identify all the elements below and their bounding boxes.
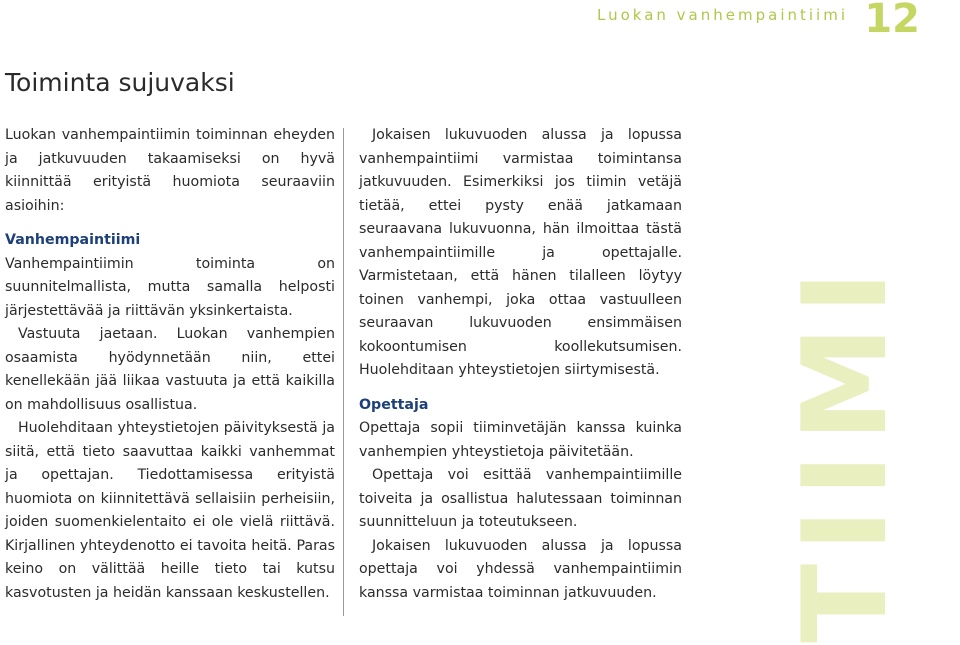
paragraph-vanhempaintiimi-3: Huolehditaan yhteystietojen päivityksestä ja siitä, että tieto saavuttaa kaikki vanhemmat ja opettajan. Tiedottamisessa erityistä huomiota on kiinnitettävä sellaisiin perheisiin, joiden suomenkielentaito ei ole vielä riittävä. Kirjallinen yhteydenotto ei tavoita heitä. Paras keino on välittää heille tieto tai kutsu kasvotusten ja heidän kanssaan keskustellen. (5, 420, 335, 601)
side-decoration (778, 128, 913, 643)
side-word-tiimi: TIIMI (778, 258, 913, 643)
paragraph-opettaja-3: Jokaisen lukuvuoden alussa ja lopussa opettaja voi yhdessä vanhempaintiimin kanssa varmistaa toiminnan jatkuvuuden. (359, 537, 682, 601)
paragraph-vanhempaintiimi-1: Vanhempaintiimin toiminta on suunnitelmallista, mutta samalla helposti järjestettävää ja riittävän yksinkertaista. (5, 255, 335, 319)
paragraph-opettaja-2: Opettaja voi esittää vanhempaintiimille toiveita ja osallistua halutessaan toiminnan suunnitteluun ja toteutukseen. (359, 467, 682, 530)
paragraph-continuity: Jokaisen lukuvuoden alussa ja lopussa vanhempaintiimi varmistaa toimintansa jatkuvuuden. Esimerkiksi jos tiimin vetäjä tietää, ettei pysty enää jatkamaan seuraavana lukuvuonna, hän ilmoittaa tästä vanhempaintiimille ja opettajalle. Varmistetaan, että hänen tilalleen löytyy toinen vanhempi, joka ottaa vastuulleen seuraavan lukuvuoden ensimmäisen kokoontumisen koollekutsumisen. Huolehditaan yhteystietojen siirtymisestä. (359, 127, 682, 378)
intro-paragraph: Luokan vanhempaintiimin toiminnan eheyden ja jatkuvuuden takaamiseksi on hyvä kiinnittää erityistä huomiota seuraaviin asioihin: (5, 127, 335, 214)
left-column (5, 124, 335, 605)
page-title: Toiminta sujuvaksi (5, 68, 235, 97)
right-column (359, 124, 682, 605)
page-number: 12 (864, 0, 920, 42)
running-head: Luokan vanhempaintiimi (597, 6, 848, 24)
paragraph-vanhempaintiimi-2: Vastuuta jaetaan. Luokan vanhempien osaamista hyödynnetään niin, ettei kenellekään jää liikaa vastuuta ja että kaikilla on mahdollisuus osallistua. (5, 326, 335, 413)
section-heading-opettaja: Opettaja (359, 396, 429, 413)
section-heading-vanhempaintiimi: Vanhempaintiimi (5, 232, 141, 248)
paragraph-opettaja-1: Opettaja sopii tiiminvetäjän kanssa kuinka vanhempien yhteystietoja päivitetään. (359, 420, 682, 460)
column-divider (343, 128, 344, 616)
